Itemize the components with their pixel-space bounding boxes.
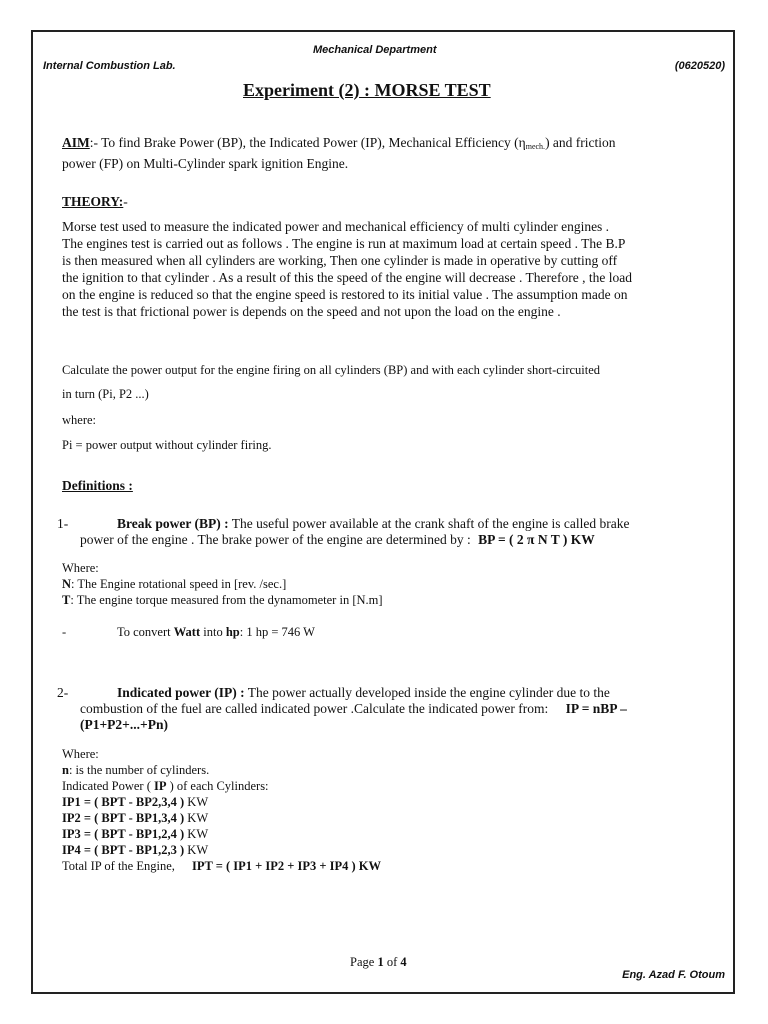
item1-number: 1- bbox=[57, 516, 69, 531]
ip-formula-2: (P1+P2+...+Pn) bbox=[80, 717, 168, 732]
ip-row bbox=[62, 842, 208, 858]
author-name: Eng. Azad F. Otoum bbox=[622, 969, 725, 981]
convert-text-1: To convert bbox=[117, 625, 174, 639]
theory-line: The engines test is carried out as follows . The engine is run at maximum load at certain speed . The B.P bbox=[62, 236, 626, 251]
ip-row-label: IP3 = ( BPT - BP1,2,4 ) bbox=[62, 827, 185, 841]
page-title: Experiment (2) : MORSE TEST bbox=[243, 80, 491, 100]
aim-label: AIM bbox=[62, 135, 90, 150]
t-text: : The engine torque measured from the dynamometer in [N.m] bbox=[70, 593, 383, 607]
convert-line bbox=[117, 624, 315, 640]
item1-line-1 bbox=[117, 515, 629, 532]
document-page bbox=[31, 30, 735, 994]
item1-text-2: power of the engine . The brake power of the engine are determined by : bbox=[80, 532, 471, 547]
ip-row-unit: KW bbox=[184, 811, 209, 825]
ip-row-label: IP1 = ( BPT - BP2,3,4 ) bbox=[62, 795, 185, 809]
t-symbol: T bbox=[62, 593, 71, 607]
hp-term: hp bbox=[225, 625, 240, 639]
item2-text-1: The power actually developed inside the engine cylinder due to the bbox=[244, 685, 610, 700]
page-total: 4 bbox=[400, 955, 407, 969]
ip-formula-1: IP = nBP – bbox=[565, 701, 627, 716]
ip-row-label: IP2 = ( BPT - BP1,3,4 ) bbox=[62, 811, 185, 825]
theory-line: the test is that frictional power is depends on the speed and not upon the load on the engine . bbox=[62, 304, 561, 319]
total-ip-line bbox=[62, 858, 381, 874]
indicated-power-term: Indicated power (IP) : bbox=[117, 685, 245, 700]
aim-line-2: power (FP) on Multi-Cylinder spark ignition Engine. bbox=[62, 156, 349, 171]
t-definition bbox=[62, 592, 383, 608]
theory-heading bbox=[62, 193, 128, 210]
total-ip-formula: IPT = ( IP1 + IP2 + IP3 + IP4 ) KW bbox=[192, 859, 382, 873]
calc-line-1: Calculate the power output for the engine firing on all cylinders (BP) and with each cylinder short-circuited bbox=[62, 363, 601, 377]
ip-each-text-2: ) of each Cylinders: bbox=[166, 779, 269, 793]
ip-row bbox=[62, 794, 208, 810]
ip-row-label: IP4 = ( BPT - BP1,2,3 ) bbox=[62, 843, 185, 857]
aim-text-1: :- To find Brake Power (BP), the Indicated Power (IP), Mechanical Efficiency (η bbox=[89, 135, 526, 150]
aim-paragraph bbox=[62, 134, 717, 172]
ip-row bbox=[62, 826, 208, 842]
n-cyl-text: : is the number of cylinders. bbox=[68, 763, 210, 777]
page-prefix: Page bbox=[350, 955, 378, 969]
aim-subscript: mech. bbox=[525, 142, 546, 151]
ip-row-unit: KW bbox=[184, 827, 209, 841]
item2-text-2: combustion of the fuel are called indicated power .Calculate the indicated power from: bbox=[80, 701, 549, 716]
bp-formula: BP = ( 2 π N T ) KW bbox=[478, 532, 595, 547]
item2-line-1 bbox=[117, 684, 610, 701]
calc-line-2: in turn (Pi, P2 ...) bbox=[62, 387, 149, 401]
where-label: Where: bbox=[62, 561, 99, 575]
theory-paragraph bbox=[62, 218, 717, 320]
convert-text-3: : 1 hp = 746 W bbox=[239, 625, 315, 639]
lab-name: Internal Combustion Lab. bbox=[43, 60, 176, 72]
course-code: (0620520) bbox=[674, 60, 725, 72]
page-current: 1 bbox=[377, 955, 384, 969]
theory-line: the ignition to that cylinder . As a result of this the speed of the engine will decrease . Therefore , the load bbox=[62, 270, 632, 285]
definitions-heading: Definitions : bbox=[62, 478, 133, 493]
ip-each-text-1: Indicated Power ( bbox=[62, 779, 154, 793]
n-symbol: N bbox=[62, 577, 72, 591]
page-number bbox=[350, 954, 407, 970]
ip-each-heading bbox=[62, 778, 269, 794]
theory-line: on the engine is reduced so that the engine speed is restored to its initial value . The assumption made on bbox=[62, 287, 628, 302]
theory-line: is then measured when all cylinders are working, Then one cylinder is made in operative by cutting off bbox=[62, 253, 618, 268]
theory-suffix: - bbox=[123, 194, 128, 209]
aim-text-2: ) and friction bbox=[545, 135, 616, 150]
theory-label: THEORY: bbox=[62, 194, 124, 209]
n-definition bbox=[62, 576, 286, 592]
convert-dash: - bbox=[62, 625, 67, 639]
n-cylinders-definition bbox=[62, 762, 209, 778]
ip-row-unit: KW bbox=[184, 795, 209, 809]
break-power-term: Break power (BP) : bbox=[117, 516, 229, 531]
n-cyl-symbol: n bbox=[62, 763, 69, 777]
item2-line-2 bbox=[80, 700, 627, 717]
item1-line-2 bbox=[80, 531, 595, 548]
n-text: : The Engine rotational speed in [rev. /sec.] bbox=[71, 577, 287, 591]
pi-definition: Pi = power output without cylinder firing. bbox=[62, 438, 272, 452]
theory-line: Morse test used to measure the indicated power and mechanical efficiency of multi cylinder engines . bbox=[62, 219, 610, 234]
convert-text-2: into bbox=[200, 625, 226, 639]
page-of: of bbox=[383, 955, 401, 969]
total-ip-label: Total IP of the Engine, bbox=[62, 859, 175, 873]
department-header: Mechanical Department bbox=[313, 44, 437, 56]
where-label-2: Where: bbox=[62, 747, 99, 761]
ip-row-unit: KW bbox=[184, 843, 209, 857]
ip-each-term: IP bbox=[153, 779, 167, 793]
item2-number: 2- bbox=[57, 685, 69, 700]
ip-row bbox=[62, 810, 208, 826]
item1-text-1: The useful power available at the crank shaft of the engine is called brake bbox=[228, 516, 630, 531]
watt-term: Watt bbox=[173, 625, 201, 639]
calc-where: where: bbox=[62, 413, 97, 427]
